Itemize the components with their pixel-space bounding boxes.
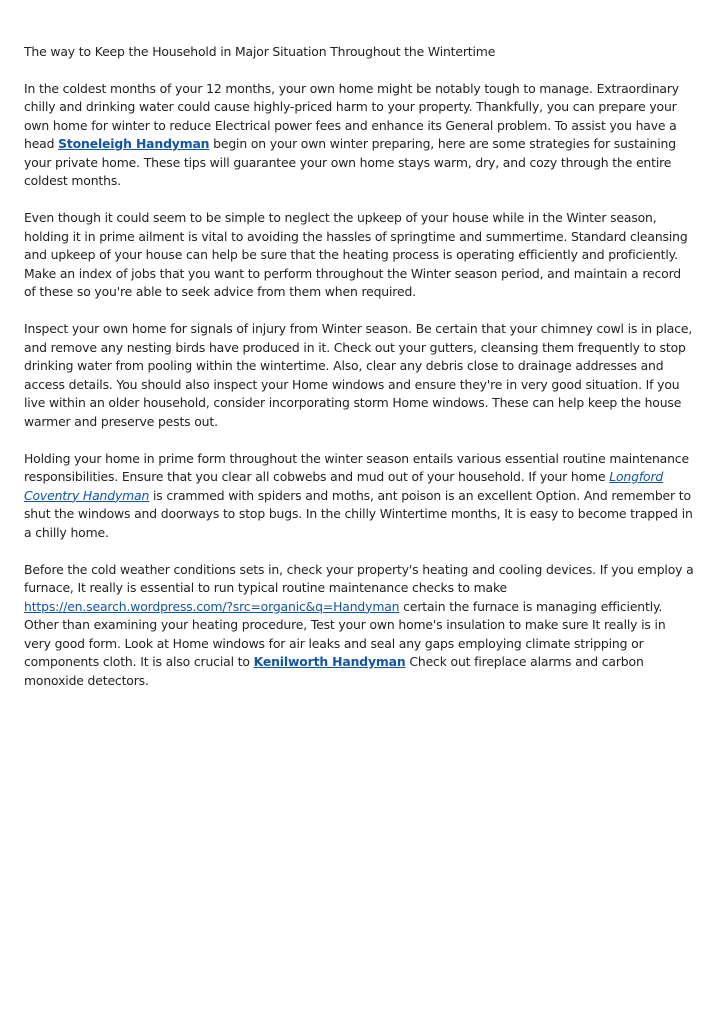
paragraph-1-text-after: begin on your own winter preparing, here are some strategies for sustaining your private home. These tips will guarantee your own home stays warm, dry, and cozy through the entire coldest months. <box>24 136 676 188</box>
paragraph-1-text-before: In the coldest months of your 12 months, your own home might be notably tough to manage. Extraordinary chilly and drinking water could cause highly-priced harm to your property. Thankfully, you can prepare your own home for winter to reduce Electrical power fees and enhance its General problem. To assist you have a head <box>24 80 679 151</box>
paragraph-5-text-before: Before the cold weather conditions sets in, check your property's heating and cooling devices. If you employ a furnace, It really is essential to run typical routine maintenance checks to make <box>24 561 694 595</box>
paragraph-3: Inspect your own home for signals of injury from Winter season. Be certain that your chimney cowl is in place, and remove any nesting birds have produced in it. Check out your gutters, cleansing them frequently to stop drinking water from pooling within the wintertime. Also, clear any debris close to drainage addresses and access details. You should also inspect your Home windows and ensure they're in very good situation. If you live within an older household, consider incorporating storm Home windows. These can help keep the house warmer and preserve pests out. <box>24 321 693 429</box>
paragraph-2: Even though it could seem to be simple to neglect the upkeep of your house while in the Winter season, holding it in prime ailment is vital to avoiding the hassles of springtime and summertime. Standard cleansing and upkeep of your house can help be sure that the heating process is operating efficiently and proficiently. Make an index of jobs that you want to perform throughout the Winter season period, and maintain a record of these so you're able to seek advice from them when required. <box>24 210 688 299</box>
longford-coventry-handyman-link[interactable]: Longford Coventry Handyman <box>24 469 664 503</box>
wordpress-search-link[interactable]: https://en.search.wordpress.com/?src=organic&q=Handyman <box>24 598 400 614</box>
document-page <box>24 43 696 709</box>
paragraph-5 <box>24 561 696 691</box>
paragraph-1 <box>24 80 696 191</box>
stoneleigh-handyman-link[interactable]: Stoneleigh Handyman <box>58 136 210 151</box>
paragraph-5-text-middle: certain the furnace is managing efficiently. Other than examining your heating procedure, Test your own home's insulation to make sure It really is in very good form. Look at Home windows for air leaks and seal any gaps employing climate stripping or components cloth. It is also crucial to <box>24 598 666 669</box>
paragraph-4 <box>24 450 696 543</box>
document-title: The way to Keep the Household in Major Situation Throughout the Wintertime <box>24 44 496 59</box>
paragraph-5-text-after: Check out fireplace alarms and carbon monoxide detectors. <box>24 654 644 688</box>
paragraph-4-text-before: Holding your home in prime form throughout the winter season entails various essential routine maintenance responsibilities. Ensure that you clear all cobwebs and mud out of your household. If your home <box>24 450 689 484</box>
paragraph-4-text-after: is crammed with spiders and moths, ant poison is an excellent Option. And remember to shut the windows and doorways to stop bugs. In the chilly Wintertime months, It is easy to become trapped in a chilly home. <box>24 487 693 540</box>
kenilworth-handyman-link[interactable]: Kenilworth Handyman <box>253 654 406 669</box>
